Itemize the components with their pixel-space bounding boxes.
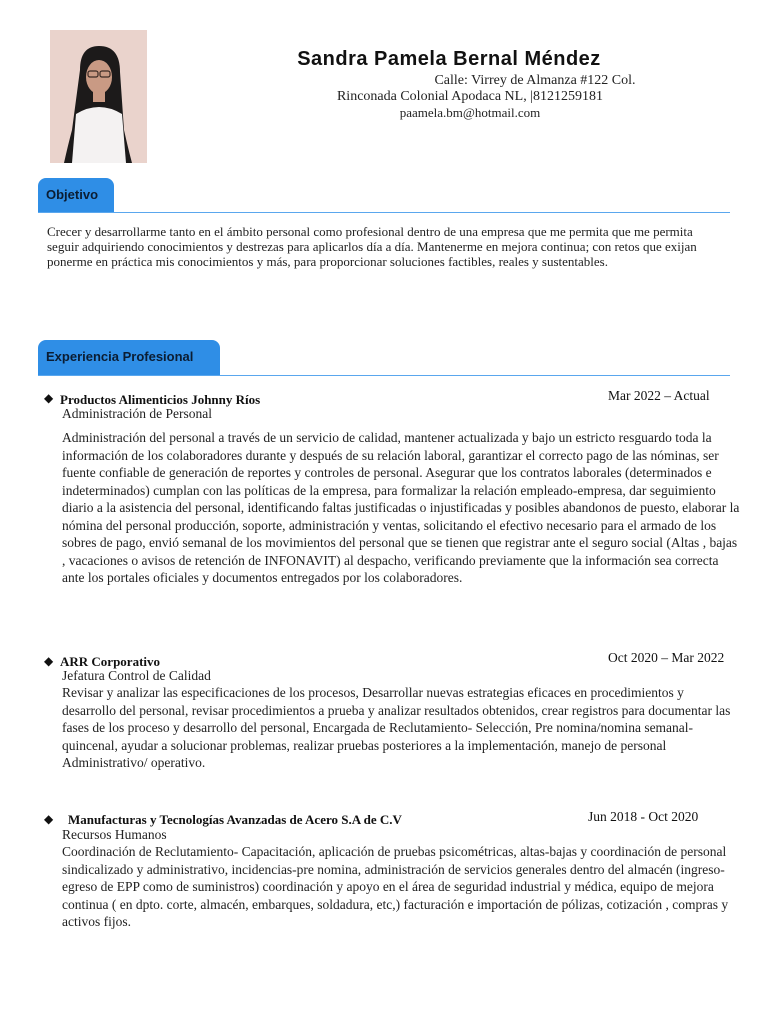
job-date: Mar 2022 – Actual	[608, 388, 710, 403]
objetivo-text: Crecer y desarrollarme tanto en el ámbito personal como profesional dentro de una empresa que me permita que me permita seguir adquiriendo conocimientos y destrezas para aplicarlos día a día. Mantenerme en mejora continua; con retos que exijan ponerme en práctica mis conocimientos y más, para proporcionar soluciones factibles, reales y sustentables.	[47, 224, 697, 269]
job-role: Recursos Humanos	[62, 827, 167, 842]
address-line-2: Rinconada Colonial Apodaca NL, |8121259181	[336, 89, 604, 104]
job-company: ARR Corporativo	[60, 654, 161, 669]
job-role: Administración de Personal	[62, 406, 212, 421]
job-description: Coordinación de Reclutamiento- Capacitación, aplicación de pruebas psicométricas, altas-bajas y coordinación de personal sindicalizado y administrativo, incidencias-pre nomina, administración de servicios generales dentro del almacén (ingreso-egreso de EPP como de suministros) coordinación y apoyo en el área de seguridad industrial y médica, equipo de mejora continua ( en dpto. corte, almacén, embarques, soldadura, etc,) facturación e importación de pólizas, cotización , compras y activos fijos.	[62, 844, 729, 929]
address-line-1: Calle: Virrey de Almanza #122 Col.	[434, 73, 636, 88]
email: paamela.bm@hotmail.com	[399, 105, 541, 120]
bullet-icon: ◆	[44, 654, 54, 668]
section-tab-objetivo: Objetivo	[38, 178, 114, 212]
job-description: Administración del personal a través de un servicio de calidad, mantener actualizada y bajo un estricto resguardo toda la información de los colaboradores durante y después de su relación laboral, garantizar el correcto pago de las nóminas, ser fuente confiable de generación de reportes y controles de personal. Asegurar que los contratos laborales (determinados e indeterminados) cumplan con las políticas de la empresa, para formalizar la relación empleado-empresa, dar seguimiento diario a la asistencia del personal, identificando faltas justificadas o injustificadas y posibles abandonos de puesto, elaborar la nómina del personal producción, soporte, administración y ventas, solicitando el efectivo necesario para el armado de los sobres de pago, envió semanal de los movimientos del personal que se tienen que registrar ante el seguro social (Altas , bajas , vacaciones o avisos de retención de INFONAVIT) al despacho, verificando previamente que la información sea correcta ante los portales oficiales y documentos entregados por los colaboradores.	[62, 430, 740, 585]
bullet-icon: ◆	[44, 812, 54, 826]
bullet-icon: ◆	[44, 391, 54, 405]
job-date: Oct 2020 – Mar 2022	[608, 650, 725, 665]
job-date: Jun 2018 - Oct 2020	[588, 809, 699, 824]
job-description: Revisar y analizar las especificaciones de los procesos, Desarrollar nuevas estrategias eficaces en procedimientos y desarrollo del personal, revisar procedimientos a prueba y analizar resultados obtenidos, crear registros para documentar las fases de los proceso y desarrollo del personal, Encargada de Reclutamiento- Selección, Pre nomina/nomina semanal-quincenal, ayudar a solucionar problemas, realizar pruebas posteriores a la implementación, manejo de personal Administrativo/ operativo.	[62, 685, 731, 770]
section-divider	[38, 212, 730, 213]
section-tab-experiencia: Experiencia Profesional	[38, 340, 220, 375]
job-company: Manufacturas y Tecnologías Avanzadas de Acero S.A de C.V	[68, 812, 402, 827]
candidate-name: Sandra Pamela Bernal Méndez	[297, 48, 601, 70]
job-role: Jefatura Control de Calidad	[62, 668, 211, 683]
section-divider	[38, 375, 730, 376]
job-company: Productos Alimenticios Johnny Ríos	[60, 392, 261, 407]
